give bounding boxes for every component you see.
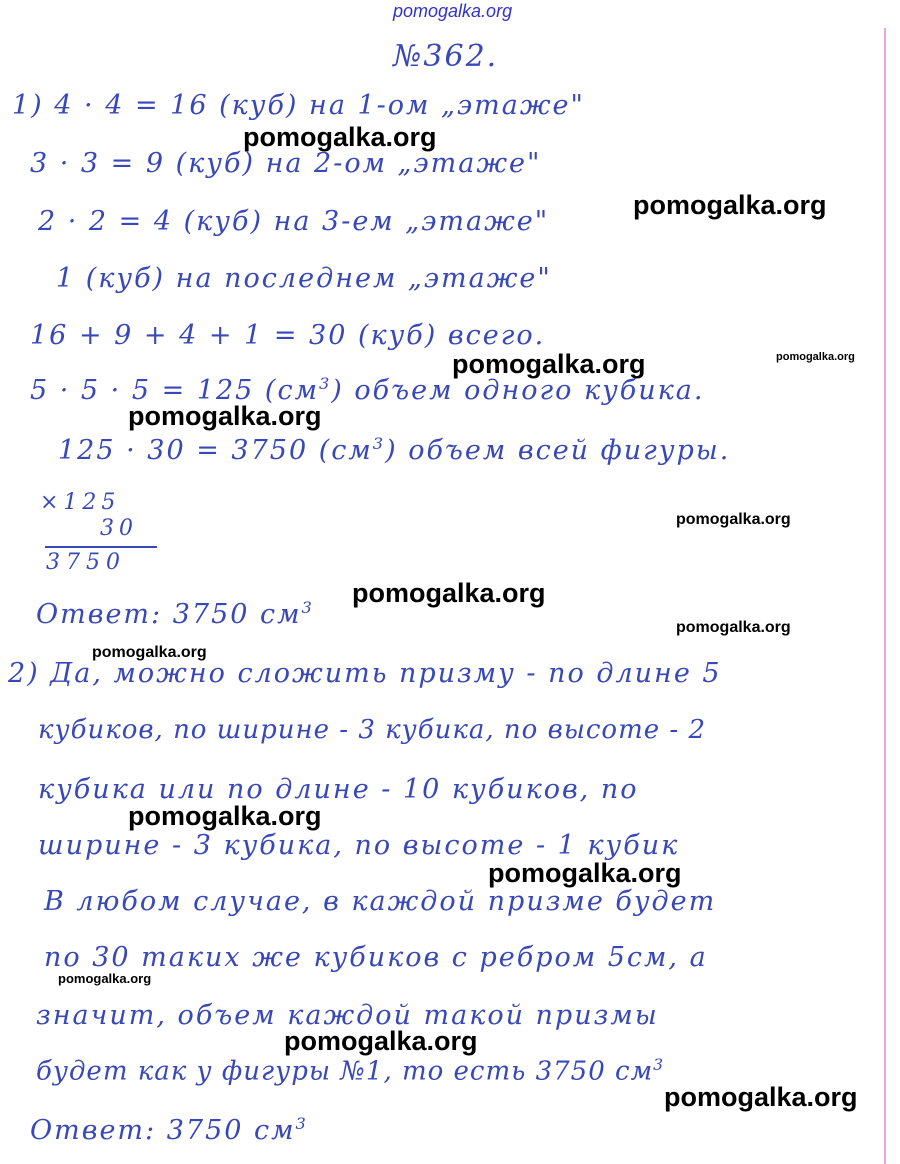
- part1-answer: [36, 600, 314, 628]
- part2-line-5: В любом случае, в каждой призме будет: [44, 886, 717, 917]
- part1-line-7: [58, 436, 730, 464]
- part1-line-7-tail: ) объем всей фигуры.: [385, 435, 731, 466]
- watermark: pomogalka.org: [633, 190, 827, 220]
- part2-line-1: 2) Да, можно сложить призму - по длине 5: [8, 658, 722, 689]
- part2-line-8-main: будет как у фигуры №1, то есть 3750 см: [36, 1056, 654, 1087]
- watermark: pomogalka.org: [488, 858, 682, 888]
- watermark: pomogalka.org: [452, 349, 646, 379]
- watermark: pomogalka.org: [128, 801, 322, 831]
- part1-line-5: 16 + 9 + 4 + 1 = 30 (куб) всего.: [30, 320, 546, 351]
- margin-line: [884, 28, 886, 1164]
- part1-line-2: 3 · 3 = 9 (куб) на 2-ом „этаже": [30, 148, 542, 179]
- watermark: pomogalka.org: [128, 401, 322, 431]
- problem-number: №362.: [393, 39, 499, 74]
- watermark: pomogalka.org: [58, 971, 152, 986]
- calc-rule: [45, 546, 157, 548]
- calc-multiplicand: ×125: [40, 490, 121, 515]
- part1-answer-main: Ответ: 3750 см: [36, 599, 302, 630]
- watermark: pomogalka.org: [776, 351, 855, 363]
- watermark: pomogalka.org: [676, 619, 791, 636]
- part1-line-6-main: 5 · 5 · 5 = 125 (см: [30, 375, 319, 406]
- calc-result: 3750: [46, 550, 126, 575]
- part1-line-6: [30, 376, 704, 404]
- part1-line-1: 1) 4 · 4 = 16 (куб) на 1-ом „этаже": [12, 90, 585, 121]
- part1-line-7-main: 125 · 30 = 3750 (см: [58, 435, 373, 466]
- watermark: pomogalka.org: [676, 511, 791, 528]
- watermark: pomogalka.org: [92, 644, 207, 661]
- watermark: pomogalka.org: [664, 1082, 858, 1112]
- part1-answer-exponent: 3: [301, 598, 314, 617]
- part1-line-7-exponent: 3: [372, 434, 386, 453]
- part1-line-4: 1 (куб) на последнем „этаже": [56, 263, 552, 294]
- watermark: pomogalka.org: [284, 1026, 478, 1056]
- part2-line-8-exponent: 3: [653, 1056, 665, 1074]
- part2-answer: [30, 1116, 308, 1144]
- part2-answer-main: Ответ: 3750 см: [30, 1115, 296, 1146]
- calc-multiplier: 30: [100, 516, 138, 541]
- part2-line-8: [36, 1058, 664, 1085]
- part1-line-6-exponent: 3: [318, 374, 332, 393]
- part2-line-3: кубика или по длине - 10 кубиков, по: [38, 774, 639, 805]
- part2-answer-exponent: 3: [295, 1114, 308, 1133]
- part1-line-3: 2 · 2 = 4 (куб) на 3-ем „этаже": [38, 206, 550, 237]
- watermark: pomogalka.org: [243, 122, 437, 152]
- part2-line-7: значит, объем каждой такой призмы: [36, 1000, 659, 1031]
- part2-line-2: кубиков, по ширине - 3 кубика, по высоте - 2: [38, 715, 706, 745]
- part2-line-6: по 30 таких же кубиков с ребром 5см, а: [44, 942, 708, 973]
- part1-line-6-tail: ) объем одного кубика.: [331, 375, 705, 406]
- watermark: pomogalka.org: [352, 578, 546, 608]
- part2-line-4: ширине - 3 кубика, по высоте - 1 кубик: [38, 830, 680, 861]
- header-watermark: pomogalka.org: [393, 1, 513, 21]
